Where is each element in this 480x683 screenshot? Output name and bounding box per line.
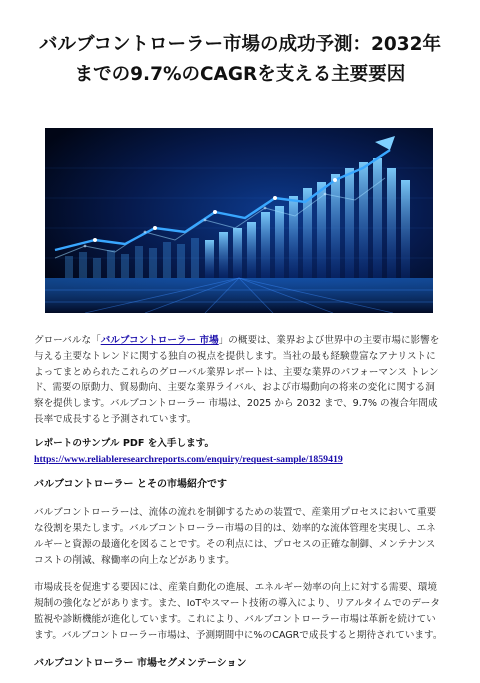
intro-body: 」の概要は、業界および世界中の主要市場に影響を与える主要なトレンドに関する独自の視点を提供します。当社の最も経験豊富なアナリストによってまとめられたこれらのグローバル業界レポートは、主要な業界のパフォーマンス トレンド、需要の原動力、貿易動向、主要な業界ライバル、および市場動向の将来の変化に関する洞察を提供します。バルブコントローラー 市場は、2025 から 2032 まで、9.7% の複合年間成長率で成長すると予測されています。 bbox=[34, 335, 440, 425]
section-heading-segmentation: バルブコントローラー 市場セグメンテーション bbox=[34, 657, 247, 669]
definition-paragraph: バルブコントローラーは、流体の流れを制御するための装置で、産業用プロセスにおいて重要な役割を果たします。バルブコントローラー市場の目的は、効率的な流体管理を実現し、エネルギーと資源の最適化を図ることです。その利点には、プロセスの正確な制御、メンテナンスコストの削減、稼働率の向上などがあります。 bbox=[34, 507, 437, 566]
market-keyword-link[interactable]: バルブコントローラー 市場 bbox=[100, 335, 219, 346]
intro-prefix: グローバルな「 bbox=[34, 335, 101, 346]
sample-request-link[interactable]: https://www.reliableresearchreports.com/enquiry/request-sample/1859419 bbox=[34, 453, 343, 465]
article-body bbox=[34, 333, 444, 683]
hero-image bbox=[45, 128, 433, 313]
page-title bbox=[0, 30, 480, 90]
growth-chart-illustration bbox=[45, 128, 433, 313]
sample-pdf-label: レポートのサンプル PDF を入手します。 bbox=[34, 437, 215, 449]
section-heading-intro: バルブコントローラー とその市場紹介です bbox=[34, 479, 227, 491]
title-line-2: までの9.7%のCAGRを支える主要要因 bbox=[74, 64, 406, 85]
growth-paragraph: 市場成長を促進する要因には、産業自動化の進展、エネルギー効率の向上に対する需要、環境規制の強化などがあります。また、IoTやスマート技術の導入により、リアルタイムでのデータ監視や診断機能が進化しています。これにより、バルブコントローラー市場は革新を続けています。バルブコントローラー市場は、予測期間中に%のCAGRで成長すると期待されています。 bbox=[34, 582, 443, 641]
title-line-1: バルブコントローラー市場の成功予測：2032年 bbox=[38, 34, 442, 55]
intro-paragraph bbox=[34, 333, 444, 428]
